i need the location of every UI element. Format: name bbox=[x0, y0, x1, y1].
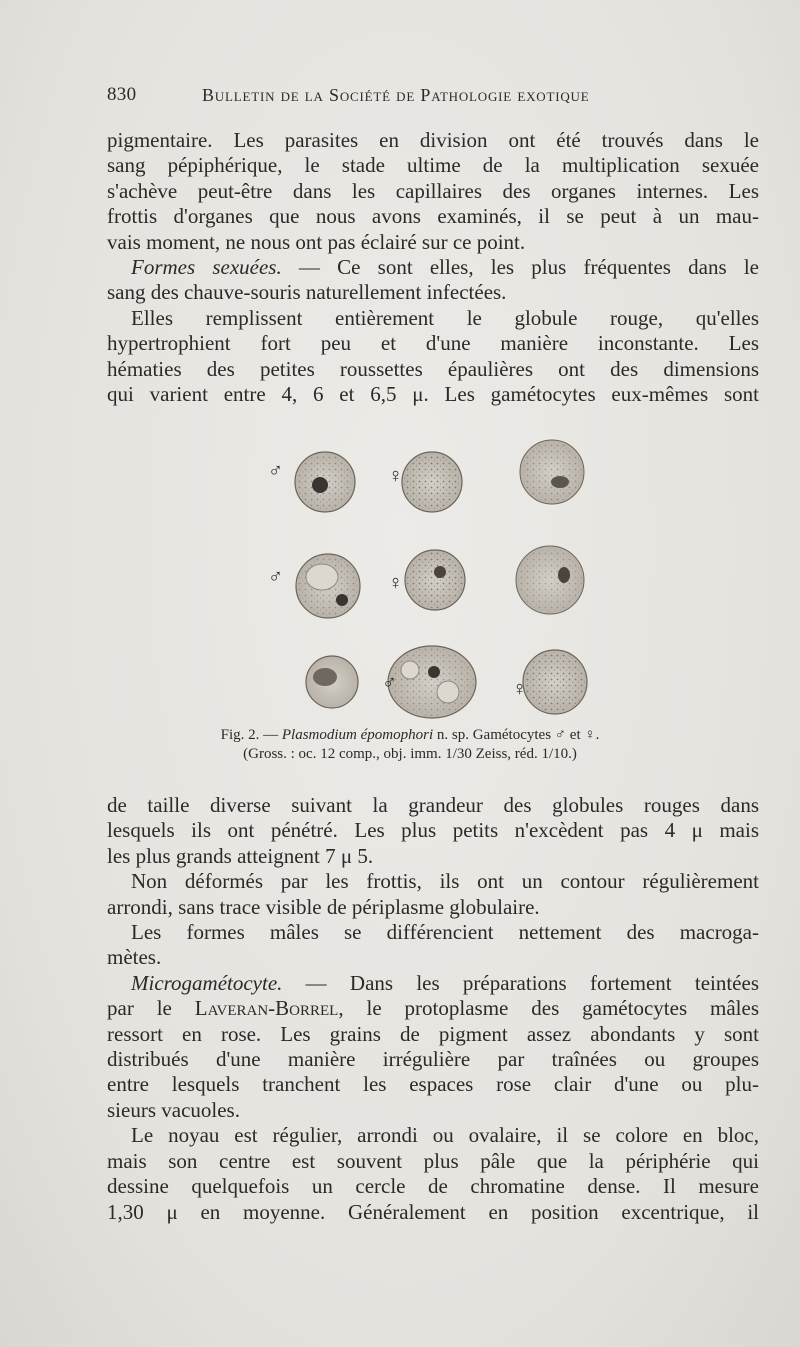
cell-6 bbox=[516, 546, 584, 614]
text-line: mais son centre est souvent plus pâle que la périphérie qui bbox=[107, 1148, 759, 1173]
caption-line: (Gross. : oc. 12 comp., obj. imm. 1/30 Zeiss, réd. 1/10.) bbox=[243, 746, 577, 762]
text-line: distribués d'une manière irrégulière par traînées ou groupes bbox=[107, 1047, 759, 1072]
text-line: Elles remplissent entièrement le globule rouge, qu'elles bbox=[131, 305, 759, 330]
male-symbol: ♂ bbox=[382, 672, 397, 694]
caption-label: Fig. 2. — bbox=[220, 727, 282, 743]
section-title: Microgamétocyte. bbox=[131, 970, 283, 995]
text-line bbox=[107, 996, 759, 1021]
section-formes-sexuees bbox=[107, 255, 759, 280]
text-line: sang des chauve-souris naturellement infectées. bbox=[107, 280, 507, 305]
text-line: pigmentaire. Les parasites en division ont été trouvés dans le bbox=[107, 128, 759, 152]
text-line: hématies des petites roussettes épaulières ont des dimensions bbox=[107, 356, 759, 381]
text-line: Le noyau est régulier, arrondi ou ovalaire, il se colore en bloc, bbox=[131, 1123, 759, 1148]
cell-female-1 bbox=[402, 452, 462, 512]
female-symbol: ♀ bbox=[512, 678, 527, 700]
running-header bbox=[107, 84, 707, 114]
gametocyte-illustration bbox=[250, 420, 610, 720]
text-line: frottis d'organes que nous avons examinés, il se peut à un mau- bbox=[107, 204, 759, 229]
cell-female-2 bbox=[405, 550, 465, 610]
text-line: Non déformés par les frottis, ils ont un contour régulièrement bbox=[131, 869, 759, 894]
paragraph-top bbox=[107, 128, 759, 407]
text-line: qui varient entre 4, 6 et 6,5 μ. Les gamétocytes eux-mêmes sont bbox=[107, 382, 759, 407]
caption-text: n. sp. Gamétocytes ♂ et ♀. bbox=[433, 727, 600, 743]
text-line: Les formes mâles se différencient nettement des macroga- bbox=[131, 920, 759, 945]
text-line: — Ce sont elles, les plus fréquentes dans le bbox=[281, 255, 759, 280]
text-line: s'achève peut-être dans les capillaires des organes internes. Les bbox=[107, 178, 759, 203]
text-line: ressort en rose. Les grains de pigment assez abondants y sont bbox=[107, 1021, 759, 1046]
figure-caption bbox=[150, 726, 670, 764]
text-line: hypertrophient fort peu et d'une manière inconstante. Les bbox=[107, 331, 759, 356]
text-line: entre lesquels tranchent les espaces rose clair d'une ou plu- bbox=[107, 1072, 759, 1097]
cell-7 bbox=[306, 656, 358, 708]
cell-male-1 bbox=[295, 452, 355, 512]
text-span: par le bbox=[107, 996, 195, 1021]
cell-female-3 bbox=[523, 650, 587, 714]
species-name: Plasmodium épomophori bbox=[281, 727, 434, 743]
text-line: sieurs vacuoles. bbox=[107, 1097, 240, 1122]
text-line: lesquels ils ont pénétré. Les plus petits n'excèdent pas 4 μ mais bbox=[107, 818, 759, 843]
cell-3 bbox=[520, 440, 584, 504]
female-symbol: ♀ bbox=[388, 572, 403, 594]
author-name: Laveran-Borrel bbox=[194, 996, 339, 1021]
journal-title: Bulletin de la Société de Pathologie exotique bbox=[202, 85, 590, 105]
caption-line bbox=[150, 726, 670, 745]
figure-gametocytes bbox=[250, 420, 610, 720]
page-number: 830 bbox=[107, 84, 137, 105]
male-symbol: ♂ bbox=[268, 566, 283, 588]
text-line: les plus grands atteignent 7 μ 5. bbox=[107, 843, 374, 868]
cell-male-2 bbox=[296, 554, 360, 618]
text-line: — Dans les préparations fortement teintées bbox=[282, 970, 759, 995]
section-microgametocyte bbox=[107, 971, 759, 996]
text-line: de taille diverse suivant la grandeur des globules rouges dans bbox=[107, 793, 759, 817]
text-line: arrondi, sans trace visible de périplasme globulaire. bbox=[107, 894, 540, 919]
text-line: sang pépiphérique, le stade ultime de la multiplication sexuée bbox=[107, 153, 759, 178]
text-line: dessine quelquefois un cercle de chromatine dense. Il mesure bbox=[107, 1174, 759, 1199]
female-symbol: ♀ bbox=[388, 465, 403, 487]
text-line: 1,30 μ en moyenne. Généralement en position excentrique, il bbox=[107, 1199, 759, 1224]
paragraph-bottom bbox=[107, 793, 759, 1225]
text-line: mètes. bbox=[107, 945, 162, 970]
section-title: Formes sexuées. bbox=[131, 255, 282, 280]
male-symbol: ♂ bbox=[268, 460, 283, 482]
text-line: vais moment, ne nous ont pas éclairé sur ce point. bbox=[107, 229, 526, 254]
cell-male-3 bbox=[388, 646, 476, 718]
text-span: , le protoplasme des gamétocytes mâles bbox=[338, 996, 759, 1021]
